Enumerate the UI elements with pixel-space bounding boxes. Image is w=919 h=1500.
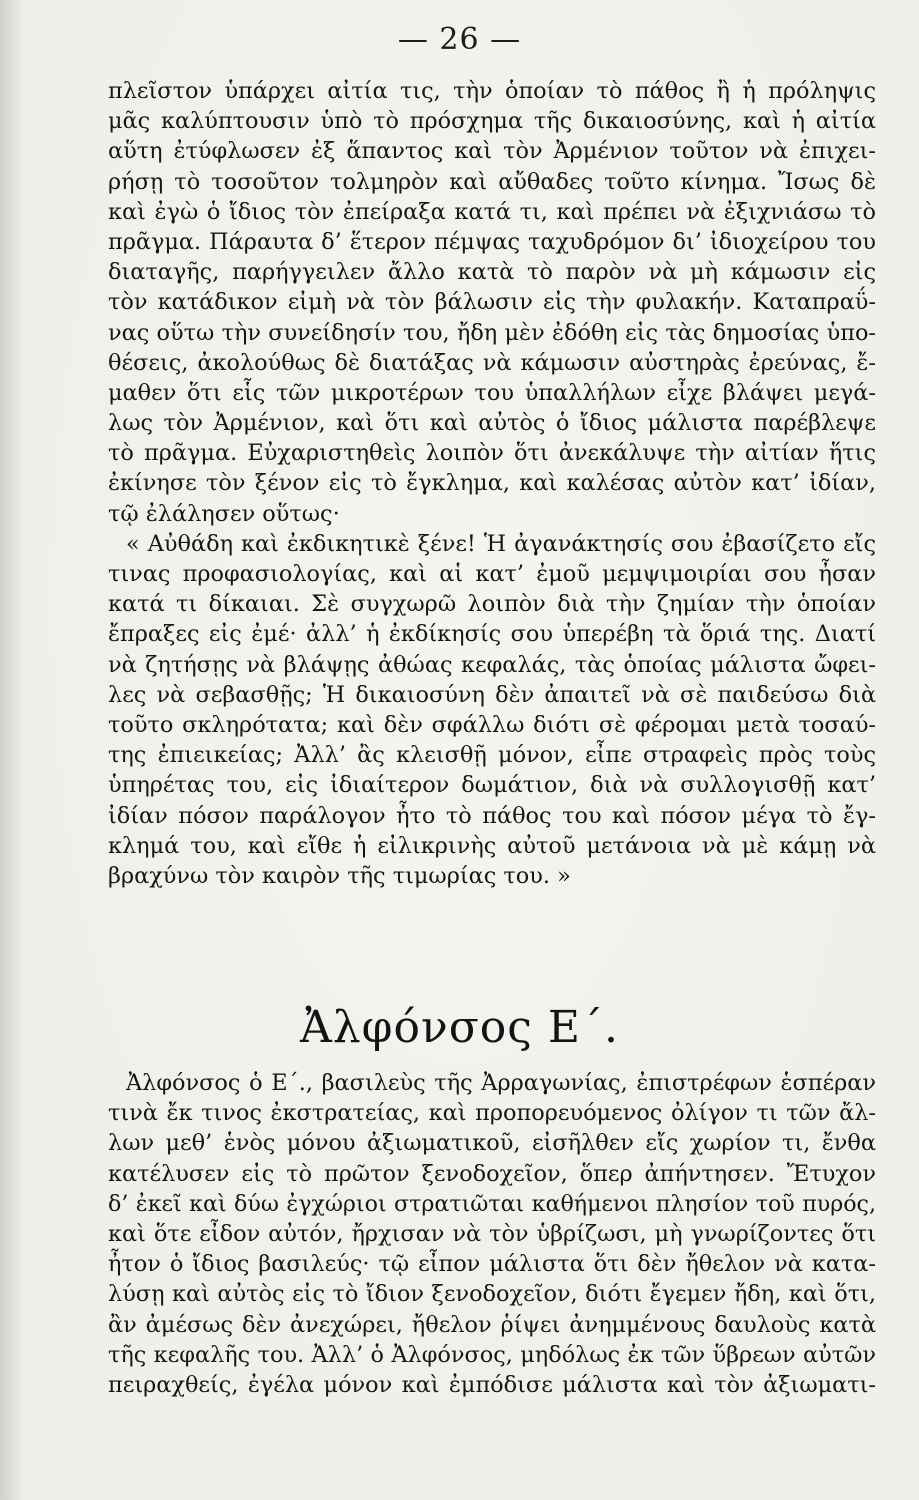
text-line: τοῦτο σκληρότατα; καὶ δὲν σφάλλω διότι σὲ φέρομαι μετὰ τοσαύ- [108,711,876,738]
text-line: καὶ ὅτε εἶδον αὐτόν, ἤρχισαν νὰ τὸν ὑβρίζωσι, μὴ γνωρίζοντες ὅτι [108,1220,876,1247]
text-line: ἂν ἀμέσως δὲν ἀνεχώρει, ἤθελον ῥίψει ἀνημμένους δαυλοὺς κατὰ [108,1311,876,1338]
text-line: μαθεν ὅτι εἷς τῶν μικροτέρων του ὑπαλλήλων εἶχε βλάψει μεγά- [108,379,876,406]
text-line: τῷ ἐλάλησεν οὕτως· [108,500,340,527]
text-line: μᾶς καλύπτουσιν ὑπὸ τὸ πρόσχημα τῆς δικαιοσύνης, καὶ ἡ αἰτία [108,108,876,135]
text-line: λες νὰ σεβασθῇς; Ἡ δικαιοσύνη δὲν ἀπαιτεῖ νὰ σὲ παιδεύσω διὰ [108,681,876,708]
text-line: ἦτον ὁ ἴδιος βασιλεύς· τῷ εἶπον μάλιστα ὅτι δὲν ἤθελον νὰ κατα- [108,1251,876,1278]
text-line: πρᾶγμα. Πάραυτα δ’ ἕτερον πέμψας ταχυδρόμον δι’ ἰδιοχείρου του [108,228,876,255]
page-fold-shadow [0,0,26,1500]
text-line: κατά τι δίκαιαι. Σὲ συγχωρῶ λοιπὸν διὰ τὴν ζημίαν τὴν ὁποίαν [108,591,876,618]
text-line: ἰδίαν πόσον παράλογον ἦτο τὸ πάθος του καὶ πόσον μέγα τὸ ἔγ- [108,802,876,829]
paragraph-2-continued [108,559,876,891]
text-line: ἐκίνησε τὸν ξένον εἰς τὸ ἔγκλημα, καὶ καλέσας αὐτὸν κατ’ ἰδίαν, [108,470,876,497]
text-line: πλεῖστον ὑπάρχει αἰτία τις, τὴν ὁποίαν τὸ πάθος ἢ ἡ πρόληψις [108,78,876,104]
text-line: τὸν κατάδικον εἰμὴ νὰ τὸν βάλωσιν εἰς τὴν φυλακήν. Καταπραΰ- [108,289,876,316]
text-line: λων μεθ’ ἑνὸς μόνου ἀξιωματικοῦ, εἰσῆλθεν εἴς χωρίον τι, ἔνθα [108,1130,876,1157]
text-line: της ἐπιεικείας; Ἀλλ’ ἂς κλεισθῇ μόνον, εἶπε στραφεὶς πρὸς τοὺς [108,742,876,769]
text-line: Ἀλφόνσος ὁ Ε΄., βασιλεὺς τῆς Ἀρραγωνίας, ἐπιστρέφων ἑσπέραν [126,1070,876,1096]
page-number: — 26 — [397,22,522,57]
text-line: πειραχθείς, ἐγέλα μόνον καὶ ἐμπόδισε μάλιστα καὶ τὸν ἀξιωματι- [108,1371,876,1398]
text-line: κλημά του, καὶ εἴθε ἡ εἰλικρινὴς αὐτοῦ μετάνοια νὰ μὲ κάμῃ νὰ [108,832,876,859]
text-line: τῆς κεφαλῆς του. Ἀλλ’ ὁ Ἀλφόνσος, μηδόλως ἐκ τῶν ὕβρεων αὐτῶν [108,1341,876,1368]
text-line: δ’ ἐκεῖ καὶ δύω ἐγχώριοι στρατιῶται καθήμενοι πλησίον τοῦ πυρός, [108,1190,876,1217]
text-line: τινὰ ἔκ τινος ἐκστρατείας, καὶ προπορευόμενος ὀλίγον τι τῶν ἄλ- [108,1100,876,1127]
text-line: τινας προφασιολογίας, καὶ αἱ κατ’ ἐμοῦ μεμψιμοιρίαι σου ἦσαν [108,561,876,587]
body-text-bottom [108,1068,876,1400]
text-line: ρήσῃ τὸ τοσοῦτον τολμηρὸν καὶ αὔθαδες τοῦτο κίνημα. Ἴσως δὲ [108,168,876,195]
text-line: λύσῃ καὶ αὐτὸς εἰς τὸ ἴδιον ξενοδοχεῖον, διότι ἔγεμεν ἤδη, καὶ ὅτι, [108,1281,876,1308]
paragraph-1 [108,76,876,529]
text-line: νὰ ζητήσῃς νὰ βλάψῃς ἀθώας κεφαλάς, τὰς ὁποίας μάλιστα ὤφει- [108,651,876,678]
text-line: κατέλυσεν εἰς τὸ πρῶτον ξενοδοχεῖον, ὅπερ ἀπήντησεν. Ἔτυχον [108,1160,876,1187]
text-line: « Αὐθάδη καὶ ἐκδικητικὲ ξένε! Ἡ ἀγανάκτησίς σου ἐβασίζετο εἴς [126,530,876,557]
paragraph-2 [108,529,876,559]
paragraph-3 [108,1068,876,1400]
text-line: νας οὕτω τὴν συνείδησίν του, ἤδη μὲν ἐδόθη εἰς τὰς δημοσίας ὑπο- [108,319,876,346]
text-line: ὑπηρέτας του, εἰς ἰδιαίτερον δωμάτιον, διὰ νὰ συλλογισθῇ κατ’ [108,772,876,799]
section-heading: Ἀλφόνσος Ε΄. [300,1002,619,1053]
text-line: ἔπραξες εἰς ἐμέ· ἀλλ’ ἡ ἐκδίκησίς σου ὑπερέβη τὰ ὅριά της. Διατί [108,621,876,648]
text-line: αὕτη ἐτύφλωσεν ἐξ ἅπαντος καὶ τὸν Ἀρμένιον τοῦτον νὰ ἐπιχει- [108,138,876,165]
text-line: λως τὸν Ἀρμένιον, καὶ ὅτι καὶ αὐτὸς ὁ ἴδιος μάλιστα παρέβλεψε [108,410,876,437]
text-line: θέσεις, ἀκολούθως δὲ διατάξας νὰ κάμωσιν αὐστηρὰς ἐρεύνας, ἔ- [108,349,876,376]
body-text-top [108,76,876,891]
text-line: βραχύνω τὸν καιρὸν τῆς τιμωρίας του. » [108,862,571,889]
text-line: τὸ πρᾶγμα. Εὐχαριστηθεὶς λοιπὸν ὅτι ἀνεκάλυψε τὴν αἰτίαν ἥτις [108,440,876,467]
text-line: διαταγῆς, παρήγγειλεν ἄλλο κατὰ τὸ παρὸν νὰ μὴ κάμωσιν εἰς [108,259,876,286]
text-line: καὶ ἐγὼ ὁ ἴδιος τὸν ἐπείραξα κατά τι, καὶ πρέπει νὰ ἐξιχνιάσω τὸ [108,198,876,225]
